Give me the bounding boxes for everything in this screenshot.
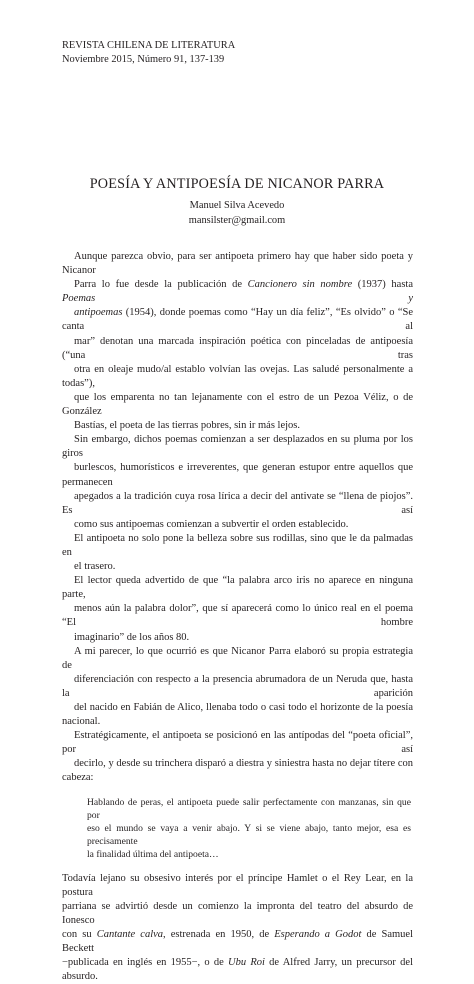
text-line: El antipoeta no solo pone la belleza sobre sus rodillas, sino que le da palmadas en [62, 532, 413, 558]
journal-name: REVISTA CHILENA DE LITERATURA [62, 40, 236, 51]
text-line: Bastías, el poeta de las tierras pobres, sin ir más lejos. [74, 420, 300, 432]
text-line: El lector queda advertido de que “la palabra arco iris no aparece en ninguna parte, [62, 575, 413, 601]
text-line: Todavía lejano su obsesivo interés por el príncipe Hamlet o el Rey Lear, en la postura [62, 872, 413, 898]
text-line: A mi parecer, lo que ocurrió es que Nicanor Parra elaboró su propia estrategia de [62, 645, 413, 671]
text-line: Aunque parezca obvio, para ser antipoeta primero hay que haber sido poeta y Nicanor [62, 251, 413, 277]
text-line: imaginario” de los años 80. [74, 631, 190, 643]
text-line: decirlo, y desde su trinchera disparó a diestra y siniestra hasta no dejar títere con cabeza: [62, 758, 413, 784]
text-line: del nacido en Fabián de Alico, llenaba todo o casi todo el horizonte de la poesía nacional. [62, 702, 413, 728]
paragraph-3 [62, 532, 413, 574]
text-line: −publicada en inglés en 1955−, o de Ubu Roi de Alfred Jarry, un precursor del absurdo. [62, 957, 413, 983]
paragraph-5 [62, 645, 413, 786]
journal-issue: Noviembre 2015, Número 91, 137-139 [62, 54, 225, 65]
author-name: Manuel Silva Acevedo [189, 200, 285, 211]
text-line: el trasero. [74, 561, 116, 573]
text-line: burlescos, humorísticos e irreverentes, que generan estupor entre aquellos que permanecen [62, 462, 413, 488]
paragraph-1 [62, 250, 413, 433]
text-line: mar” denotan una marcada inspiración poética con pinceladas de antipoesía (“una tras [62, 335, 413, 361]
author-email: mansilster@gmail.com [188, 214, 286, 226]
paragraph-2 [62, 433, 413, 532]
text-line: parriana se advirtió desde un comienzo la impronta del teatro del absurdo de Ionesco [62, 900, 413, 926]
text-line: Estratégicamente, el antipoeta se posicionó en las antípodas del “poeta oficial”, por así [62, 730, 413, 756]
text-line: la finalidad última del antipoeta… [87, 849, 219, 861]
article-title: POESÍA Y ANTIPOESÍA DE NICANOR PARRA [89, 176, 385, 192]
text-line: Sin embargo, dichos poemas comienzan a ser desplazados en su pluma por los giros [62, 434, 413, 460]
text-line: como sus antipoemas comienzan a subvertir el orden establecido. [74, 518, 349, 530]
paragraph-6 [62, 872, 413, 984]
text-line: con su Cantante calva, estrenada en 1950, de Esperando a Godot de Samuel Beckett [62, 928, 413, 955]
article-body [62, 250, 413, 984]
text-line: Hablando de peras, el antipoeta puede salir perfectamente con manzanas, sin que por [87, 796, 411, 821]
text-line: apegados a la tradición cuya rosa lírica a decir del antivate se “llena de piojos”. Es así [62, 490, 413, 516]
text-line: Parra lo fue desde la publicación de Cancionero sin nombre (1937) hasta Poemas y [62, 279, 413, 305]
author-block [0, 199, 474, 228]
text-line: menos aún la palabra dolor”, que sí aparecerá como lo único real en el poema “El hombre [62, 603, 413, 629]
text-line: otra en oleaje mudo/al establo volvían las ovejas. Las saludé personalmente a todas”), [62, 363, 413, 389]
text-line: diferenciación con respecto a la presencia abrumadora de un Neruda que, hasta la aparición [62, 673, 413, 699]
text-line: antipoemas (1954), donde poemas como “Hay un día feliz”, “Es olvido” o “Se canta al [62, 307, 413, 333]
text-line: que los emparenta no tan lejanamente con el estro de un Pezoa Véliz, o de González [62, 391, 413, 418]
journal-header [62, 39, 235, 67]
paragraph-4 [62, 574, 413, 644]
text-line: eso el mundo se vaya a venir abajo. Y si se viene abajo, tanto mejor, esa es precisamente [87, 822, 411, 848]
block-quote [87, 796, 411, 862]
